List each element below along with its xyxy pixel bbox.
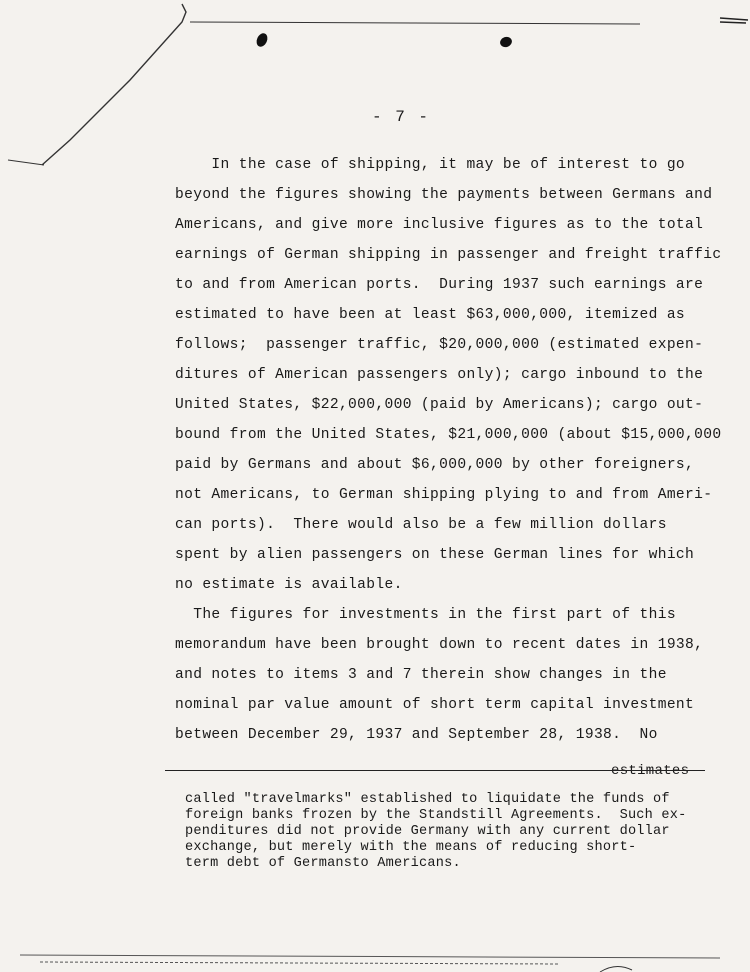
bottom-scan-edge <box>20 955 720 972</box>
footnote-line: penditures did not provide Germany with any current dollar <box>185 824 670 839</box>
body-line: no estimate is available. <box>175 577 403 593</box>
memo-body-text <box>175 150 722 750</box>
body-line: beyond the figures showing the payments between Germans and <box>175 187 713 203</box>
body-line: United States, $22,000,000 (paid by Americans); cargo out- <box>175 397 704 413</box>
body-line: between December 29, 1937 and September 28, 1938. No <box>175 727 658 743</box>
footnote-line: exchange, but merely with the means of reducing short- <box>185 840 637 855</box>
body-line: to and from American ports. During 1937 such earnings are <box>175 277 704 293</box>
folded-corner-edge <box>8 4 640 165</box>
body-line: paid by Germans and about $6,000,000 by other foreigners, <box>175 457 695 473</box>
body-line: spent by alien passengers on these German lines for which <box>175 547 695 563</box>
body-line: bound from the United States, $21,000,000 (about $15,000,000 <box>175 427 722 443</box>
body-line: nominal par value amount of short term capital investment <box>175 697 695 713</box>
body-line: In the case of shipping, it may be of interest to go <box>175 157 686 173</box>
edge-marks <box>720 18 748 23</box>
page-number: - 7 - <box>372 108 431 126</box>
body-line: earnings of German shipping in passenger and freight traffic <box>175 247 722 263</box>
catchword: estimates <box>611 763 690 779</box>
body-line: and notes to items 3 and 7 therein show changes in the <box>175 667 667 683</box>
body-line: not Americans, to German shipping plying to and from Ameri- <box>175 487 713 503</box>
body-line: The figures for investments in the first part of this <box>175 607 676 623</box>
footnote-text <box>185 792 715 872</box>
footnote-line: called "travelmarks" established to liquidate the funds of <box>185 792 670 807</box>
footnote-line: term debt of Germansto Americans. <box>185 856 461 871</box>
footnote-line: foreign banks frozen by the Standstill Agreements. Such ex- <box>185 808 687 823</box>
body-line: Americans, and give more inclusive figures as to the total <box>175 217 704 233</box>
body-line: can ports). There would also be a few million dollars <box>175 517 667 533</box>
body-line: ditures of American passengers only); cargo inbound to the <box>175 367 704 383</box>
body-line: follows; passenger traffic, $20,000,000 (estimated expen- <box>175 337 704 353</box>
footnote-rule <box>165 770 705 771</box>
body-line: estimated to have been at least $63,000,000, itemized as <box>175 307 686 323</box>
body-line: memorandum have been brought down to recent dates in 1938, <box>175 637 704 653</box>
punch-hole-marks <box>255 32 514 49</box>
